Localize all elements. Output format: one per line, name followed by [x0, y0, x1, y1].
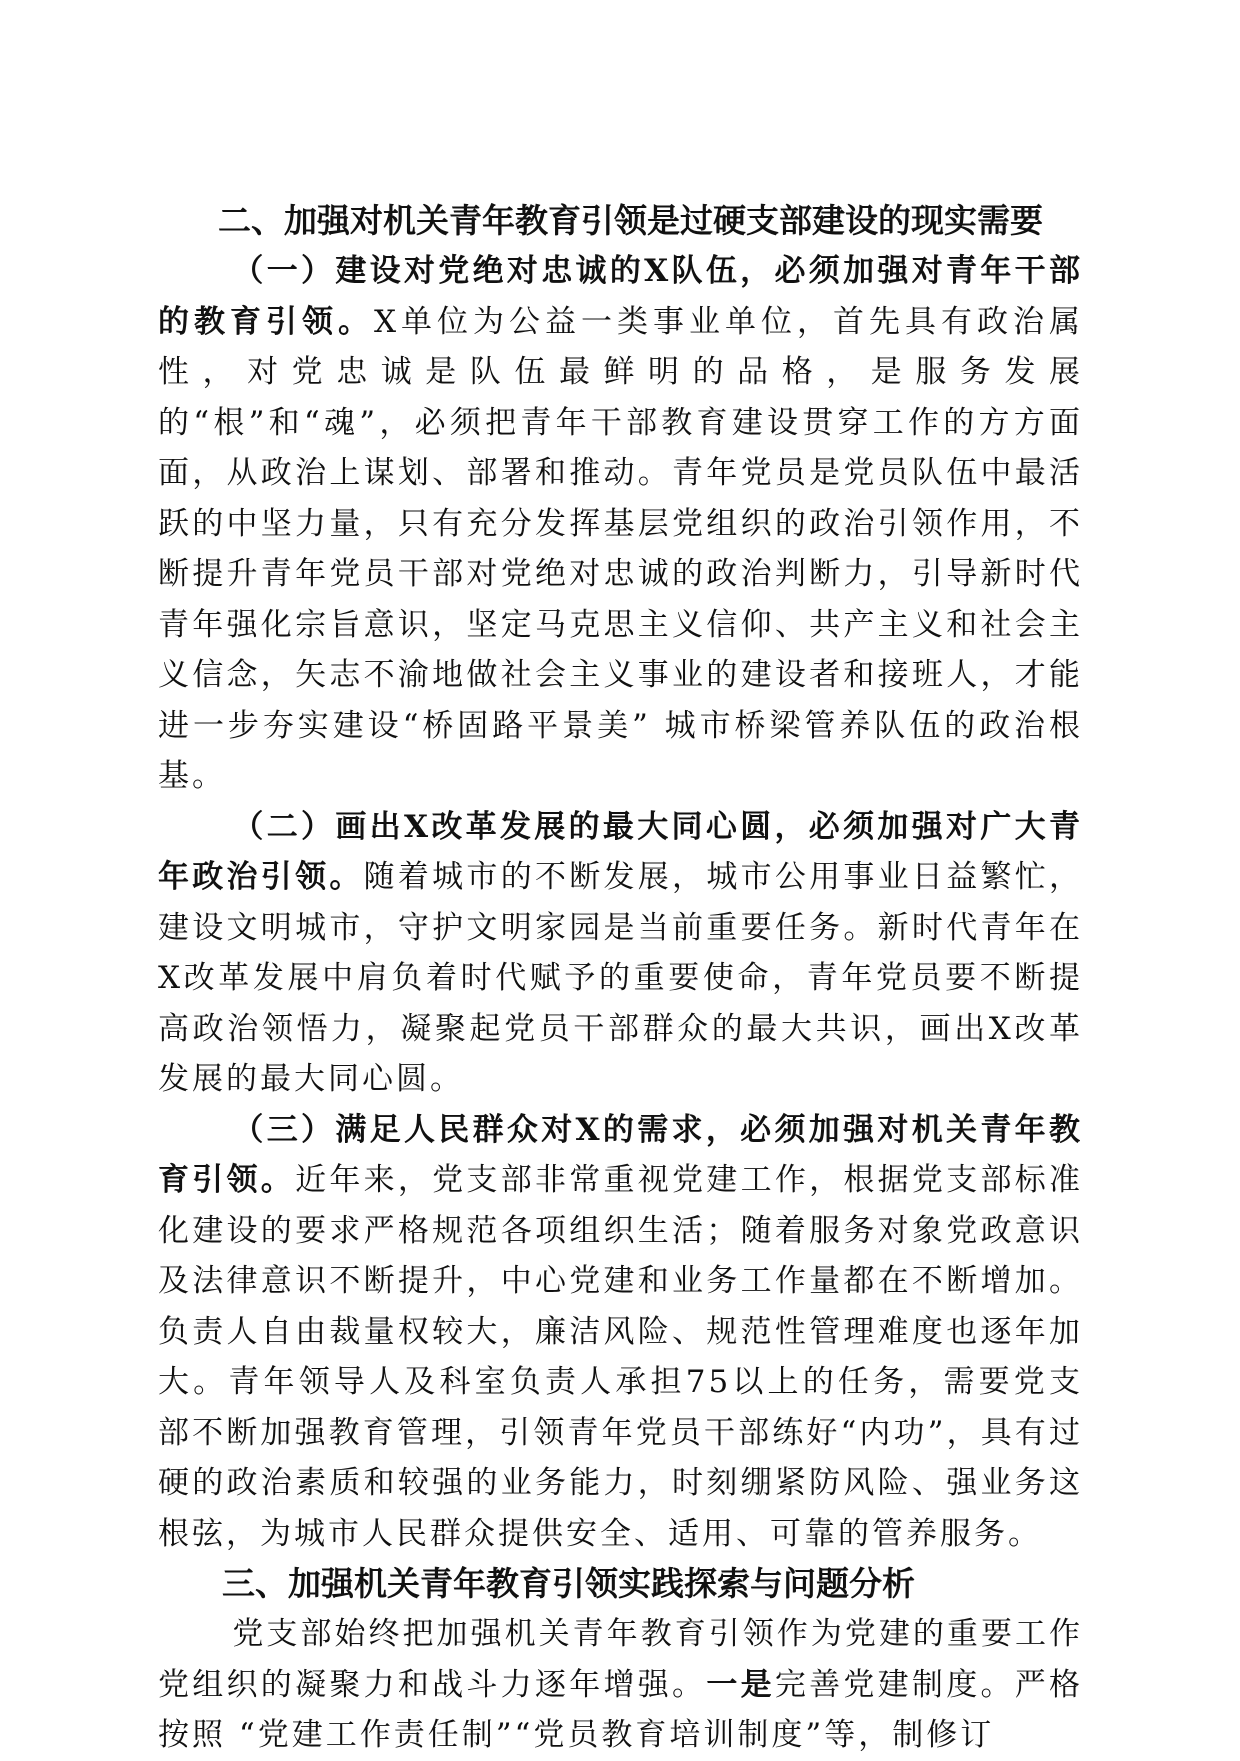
- paragraph-lead: （二）画出X改革发展的最大同心圆，必须加强对广大青年政治引领。: [158, 808, 1083, 895]
- paragraph-2-2: [158, 802, 1083, 1105]
- paragraph-intro: 党支部始终把加强机关青年教育引领作为党建的重要工作党组织的凝聚力和战斗力逐年增强。: [158, 1616, 1083, 1703]
- paragraph-body: 随着城市的不断发展，城市公用事业日益繁忙，建设文明城市，守护文明家园是当前重要任务。新时代青年在X改革发展中肩负着时代赋予的重要使命，青年党员要不断提高政治领悟力，凝聚起党员干部群众的最大共识，画出X改革发展的最大同心圆。: [158, 859, 1084, 1097]
- paragraph-2-1: [158, 246, 1083, 802]
- paragraph-lead: （三）满足人民群众对X的需求，必须加强对机关青年教育引领。: [158, 1111, 1083, 1198]
- paragraph-body: X单位为公益一类事业单位，首先具有政治属性，对党忠诚是队伍最鲜明的品格，是服务发展的“根”和“魂”，必须把青年干部教育建设贯穿工作的方方面面，从政治上谋划、部署和推动。青年党员是党员队伍中最活跃的中坚力量，只有充分发挥基层党组织的政治引领作用，不断提升青年党员干部对党绝对忠诚的政治判断力，引导新时代青年强化宗旨意识，坚定马克思主义信仰、共产主义和社会主义信念，矢志不渝地做社会主义事业的建设者和接班人，才能进一步夯实建设“桥固路平景美” 城市桥梁管养队伍的政治根基。: [158, 303, 1083, 794]
- paragraph-2-3: [158, 1105, 1083, 1560]
- document-content: [158, 196, 1083, 1761]
- paragraph-emphasis: 一是: [706, 1666, 775, 1703]
- paragraph-lead: （一）建设对党绝对忠诚的X队伍，必须加强对青年干部的教育引领。: [158, 253, 1083, 340]
- paragraph-body: 近年来，党支部非常重视党建工作，根据党支部标准化建设的要求严格规范各项组织生活；随着服务对象党政意识及法律意识不断提升，中心党建和业务工作量都在不断增加。负责人自由裁量权较大，廉洁风险、规范性管理难度也逐年加大。青年领导人及科室负责人承担75以上的任务，需要党支部不断加强教育管理，引领青年党员干部练好“内功”，具有过硬的政治素质和较强的业务能力，时刻绷紧防风险、强业务这根弦，为城市人民群众提供安全、适用、可靠的管养服务。: [158, 1162, 1083, 1552]
- section-heading-3: 三、加强机关青年教育引领实践探索与问题分析: [222, 1564, 915, 1603]
- section-heading-2: 二、加强对机关青年教育引领是过硬支部建设的现实需要: [218, 201, 1043, 240]
- paragraph-rest: 完善党建制度。严格按照 “党建工作责任制”“党员教育培训制度”等，制修订: [158, 1666, 1084, 1753]
- paragraph-3-1: [158, 1609, 1083, 1761]
